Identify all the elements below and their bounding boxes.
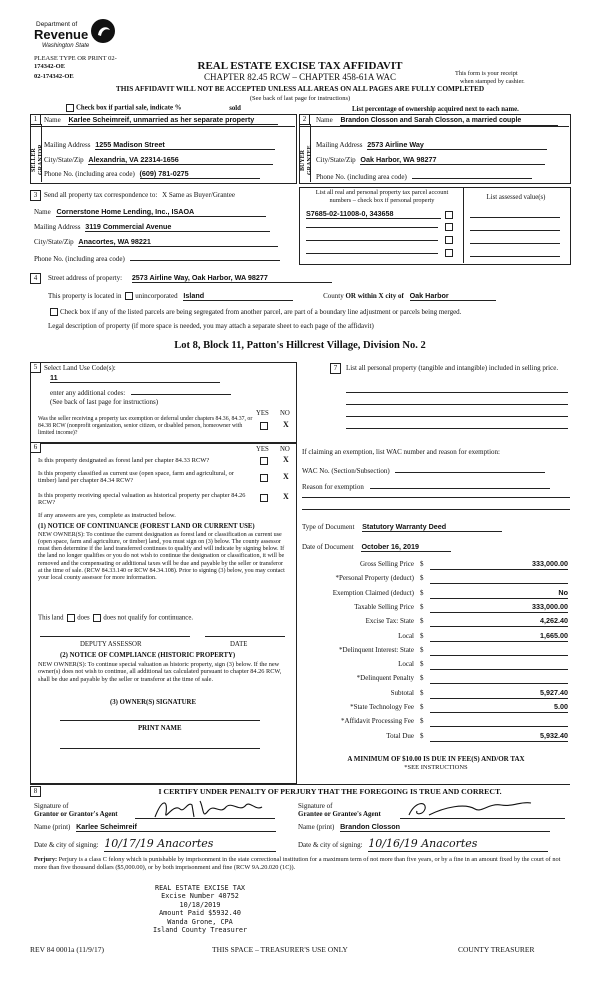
parcel-header-2: numbers – check box if personal property [329,197,435,204]
calc-label: *Delinquent Penalty [356,674,414,683]
parcel-row-4[interactable] [306,253,438,254]
does-label: does [77,614,90,622]
reason-line-3[interactable] [302,509,570,510]
calc-label: Excise Tax: State [365,617,414,626]
ownership-pct: List percentage of ownership acquired next to each name. [352,106,519,113]
buyer-phone[interactable] [412,170,532,179]
s3-city[interactable]: Anacortes, WA 98221 [78,238,278,247]
calc-row [300,574,572,586]
seller-city[interactable]: Alexandria, VA 22314-1656 [88,156,273,165]
s5-see-back: (See back of last page for instructions) [50,398,159,406]
calc-row [300,717,572,729]
grantor-signature [150,795,270,823]
calc-row [300,689,572,701]
stamp-line: Island County Treasurer [152,926,248,935]
buyer-mailing-row [316,141,547,150]
assessed-value-1[interactable] [470,217,560,218]
certify-statement: I CERTIFY UNDER PENALTY OF PERJURY THAT THE FOREGOING IS TRUE AND CORRECT. [158,787,502,796]
revenue-logo-icon [90,18,116,44]
owner-signature-line[interactable] [60,720,260,721]
notice2-title: (2) NOTICE OF COMPLIANCE (HISTORIC PROPERTY) [60,652,236,659]
buyer-mailing[interactable]: 2573 Airline Way [367,141,547,150]
section-5-number: 5 [30,362,41,373]
doc-date-label: Date of Document [302,543,354,551]
exemption-question: Was the seller receiving a property tax exemption or deferral under chapters 84.36, 84.37, or 84.38 RCW (nonprofit organization, senior citizen, or disabled person, homeowner with limited income)? [38,416,253,436]
calc-row [300,732,572,744]
buyer-city-row [316,156,545,165]
s3-mailing[interactable]: 3119 Commercial Avenue [85,223,270,232]
s3-phone-row [34,252,280,263]
grantor-sig-label-2: Grantor or Grantor's Agent [34,810,118,818]
city-value[interactable]: Oak Harbor [410,292,496,301]
calc-row [300,660,572,672]
doc-type[interactable]: Statutory Warranty Deed [362,523,502,532]
calc-value[interactable] [430,660,568,670]
grantee-signature [405,797,535,821]
calc-value[interactable] [430,674,568,684]
deputy-assessor-label: DEPUTY ASSESSOR [80,641,142,648]
parcel-3-checkbox[interactable] [445,236,453,244]
s3-name-row [34,208,266,217]
seller-vertical-label: SELLER GRANTOR [31,144,44,176]
see-back: (See back of last page for instructions) [249,95,351,102]
does-not-label: does not qualify for continuance. [103,614,194,622]
calc-value[interactable] [430,574,568,584]
perjury-row [34,856,574,872]
calc-row [300,632,572,644]
print-name-label: PRINT NAME [138,725,182,732]
calc-currency: $ [420,660,424,669]
segregated-row [48,308,578,316]
land-use-code[interactable]: 11 [50,374,220,383]
personal-line-3[interactable] [346,416,568,417]
treasurer-stamp [140,884,260,935]
continuance-row [38,614,193,622]
exemption-no-mark[interactable]: X [283,420,289,429]
calc-value[interactable]: 1,665.00 [430,632,568,642]
calc-currency: $ [420,731,424,740]
grantor-date-row [34,838,276,852]
calc-currency: $ [420,560,424,568]
calc-value[interactable] [430,717,568,727]
s3-name[interactable]: Cornerstone Home Lending, Inc., ISAOA [56,208,266,217]
buyer-vertical-label: BUYER GRANTEE [300,145,313,175]
parcel-header-1: List all real and personal property tax parcel account [315,189,449,196]
street-row [48,274,332,283]
stamp-line: REAL ESTATE EXCISE TAX [154,884,246,892]
receipt-note-2: when stamped by cashier. [460,78,525,85]
section-3-number: 3 [30,190,41,201]
calc-label: Subtotal [390,688,414,697]
see-instructions: *SEE INSTRUCTIONS [404,764,468,771]
notice2-body: NEW OWNER(S): To continue special valuation as historic property, sign (3) below. If the new owner(s) does not wish to continue, all additional tax calculated pursuant to chapter 84.26 RCW, shall be due and payable by the seller or transferor at the time of sale. [38,661,282,683]
this-land-label: This land [38,614,64,622]
seller-mailing-label: Mailing Address [44,141,91,149]
calc-label: *Affidavit Processing Fee [341,717,414,726]
calc-label: *Personal Property (deduct) [335,574,414,583]
reason-line-2[interactable] [302,497,570,498]
reason-row [302,480,550,491]
calc-value[interactable] [430,646,568,656]
receipt-note-1: This form is your receipt [455,70,518,77]
partial-sale-label: Check box if partial sale, indicate % [76,104,182,112]
q1-forest: Is this property designated as forest land per chapter 84.33 RCW? [38,457,210,464]
section-1-number: 1 [30,114,41,125]
grantee-date-row [298,838,548,852]
calc-label: Taxable Selling Price [354,602,414,611]
calc-currency: $ [420,703,424,711]
dept-line2: Revenue [34,27,89,42]
sold-label: sold [229,104,241,112]
if-yes-note: If any answers are yes, complete as instructed below. [38,512,176,519]
calc-row [300,617,572,629]
assessed-header: List assessed value(s) [486,194,546,201]
doc-type-row [302,523,502,532]
does-checkbox[interactable] [67,614,75,622]
parcel-2-checkbox[interactable] [445,223,453,231]
s6-yes: YES [256,446,269,453]
calc-currency: $ [420,602,424,611]
form-code-1: 174342-OE [34,63,66,70]
s5-yes: YES [256,410,269,417]
buyer-phone-label: Phone No. (including area code) [316,173,407,181]
section-6-number: 6 [30,442,41,453]
q2-current-use: Is this property classified as current use (open space, farm and agricultural, or timber) land per chapter 84.34 RCW? [38,470,234,485]
exemption-yes-checkbox[interactable] [260,422,268,430]
section-2-number: 2 [299,114,310,125]
grantee-date-city[interactable]: 10/16/19 Anacortes [368,838,548,852]
unincorporated-checkbox[interactable] [125,292,133,300]
grantee-name[interactable]: Brandon Closson [340,823,550,832]
s3-mailing-row [34,223,270,232]
s3-phone-label: Phone No. (including area code) [34,255,125,263]
doc-date-row [302,543,451,552]
revenue-logo [32,18,142,52]
s3-name-label: Name [34,208,51,216]
street-address[interactable]: 2573 Airline Way, Oak Harbor, WA 98277 [132,274,332,283]
calc-label: Local [398,660,414,669]
q1-yes-checkbox[interactable] [260,457,268,465]
grantor-date-label: Date & city of signing: [34,841,99,849]
calc-row [300,703,572,715]
buyer-phone-row [316,170,532,181]
grantee-name-label: Name (print) [298,823,335,831]
deputy-date-line[interactable] [205,636,285,637]
does-not-checkbox[interactable] [93,614,101,622]
additional-codes-input[interactable] [131,386,231,395]
calc-row [300,674,572,686]
calc-label: Gross Selling Price [359,560,414,568]
wac-input[interactable] [395,464,545,473]
land-use-label: Select Land Use Code(s): [44,364,116,372]
send-value[interactable]: X Same as Buyer/Grantee [162,191,235,199]
additional-codes-label: enter any additional codes: [50,389,126,397]
grantor-sig-label-1: Signature of [34,802,69,810]
segregated-label: Check box if any of the listed parcels are being segregated from another parcel, are part of a boundary line adjustment or parcels being merged. [60,308,462,316]
q3-no-mark[interactable]: X [283,492,289,501]
calc-currency: $ [420,674,424,683]
buyer-mailing-label: Mailing Address [316,141,363,149]
segregated-checkbox[interactable] [50,308,58,316]
notice1-title: (1) NOTICE OF CONTINUANCE (FOREST LAND OR CURRENT USE) [38,523,255,530]
send-correspondence-row [44,191,235,199]
buyer-name[interactable]: Brandon Closson and Sarah Closson, a married couple [340,117,558,126]
parcel-row-1 [306,210,446,219]
land-use-row [50,374,220,383]
warning: THIS AFFIDAVIT WILL NOT BE ACCEPTED UNLESS ALL AREAS ON ALL PAGES ARE FULLY COMPLETED [115,84,485,93]
seller-name-label: Name [44,116,61,124]
stamp-line: Amount Paid $5932.40 [159,909,241,918]
dept-line1: Department of [36,21,78,28]
s5-no: NO [280,410,290,417]
partial-sale-checkbox[interactable] [66,104,74,112]
grantee-name-row [298,823,550,832]
calc-currency: $ [420,617,424,626]
personal-line-2[interactable] [346,404,568,405]
date-label: DATE [230,641,248,648]
s3-phone[interactable] [130,252,280,261]
q2-no-mark[interactable]: X [283,472,289,481]
s3-city-label: City/State/Zip [34,238,74,246]
q1-no-mark[interactable]: X [283,455,289,464]
calc-currency: $ [420,588,424,597]
send-label: Send all property tax correspondence to: [44,191,158,199]
legal-label: Legal description of property (if more space is needed, you may attach a separate sheet to each page of the affidavit) [48,322,374,330]
location-row [48,292,578,301]
calc-currency: $ [420,717,424,726]
form-chapter: CHAPTER 82.45 RCW – CHAPTER 458-61A WAC [204,72,396,82]
grantee-sig-label-2: Grantee or Grantee's Agent [298,810,381,818]
additional-codes-row [50,386,231,397]
personal-line-1[interactable] [346,392,568,393]
print-name-line[interactable] [60,748,260,749]
form-code-2: 02-174342-OE [34,73,74,80]
legal-description[interactable]: Lot 8, Block 11, Patton's Hillcrest Village, Division No. 2 [174,340,426,351]
located-label: This property is located in [48,292,122,300]
calc-row [300,646,572,658]
minimum-fee-note: A MINIMUM OF $10.00 IS DUE IN FEE(S) AND/OR TAX [347,755,525,763]
grantor-name-label: Name (print) [34,823,71,831]
calc-value[interactable]: 5,932.40 [430,732,568,742]
seller-mailing[interactable]: 1255 Madison Street [95,141,275,150]
calc-row [300,560,572,572]
calc-value[interactable]: 333,000.00 [430,560,568,570]
q3-historic: Is this property receiving special valuation as historical property per chapter 84.26 RCW? [38,492,246,507]
buyer-city-label: City/State/Zip [316,156,356,164]
assessed-value-4[interactable] [470,256,560,257]
reason-label: Reason for exemption [302,483,364,491]
county-value[interactable]: Island [183,292,293,301]
s3-city-row [34,238,278,247]
calc-row [300,603,572,615]
parcel-1-checkbox[interactable] [445,211,453,219]
please-type: PLEASE TYPE OR PRINT 02- [34,55,117,62]
assessed-value-2[interactable] [470,230,560,231]
section-4-number: 4 [30,273,41,284]
buyer-name-row [316,116,568,126]
s3-mailing-label: Mailing Address [34,223,81,231]
calc-value[interactable]: 5,927.40 [430,689,568,699]
owner-signature-label: (3) OWNER(S) SIGNATURE [110,699,196,706]
calc-label: *State Technology Fee [350,703,414,711]
buyer-name-label: Name [316,116,333,124]
parcel-4-checkbox[interactable] [445,249,453,257]
calc-label: Exemption Claimed (deduct) [332,588,414,597]
perjury-label: Perjury: [34,856,58,863]
calc-value[interactable]: 333,000.00 [430,603,568,613]
calc-label: Total Due [386,731,414,740]
grantor-name-row [34,823,276,832]
calc-currency: $ [420,631,424,640]
notice1-body: NEW OWNER(S): To continue the current designation as forest land or classification as current use (open space, farm and agriculture, or timber) land, you must sign on (3) below. The county assessor must then determine if the land transferred continues to qualify and will indicate by signing below. If the land no longer qualifies or you do not wish to continue the designation or classification, it will be removed and the compensating or additional taxes will be due and payable by the seller or transferor at the time of sale. (RCW 84.33.140 or RCW 84.34.108). Prior to signing (3) below, you may contact your local county assessor for more information. [38,532,285,581]
q2-yes-checkbox[interactable] [260,474,268,482]
calc-currency: $ [420,574,424,583]
doc-date[interactable]: October 16, 2019 [361,543,451,552]
doc-type-label: Type of Document [302,523,355,531]
personal-property-label: List all personal property (tangible and intangible) included in selling price. [346,364,559,372]
seller-city-label: City/State/Zip [44,156,84,164]
county-label: County [323,292,344,300]
seller-phone[interactable]: (609) 781-0275 [140,170,260,179]
perjury-text: Perjury is a class C felony which is punishable by imprisonment in the state correctional institution for a maximum term of not more than five years, or by a fine in an amount fixed by the court of not more than five thousand dollars ($5,000.00), or by both imprisonment and fine (RCW 9A.20.020 (1C)). [34,856,561,871]
wac-row [302,464,545,475]
county-treasurer: COUNTY TREASURER [458,945,535,954]
stamp-line: Wanda Grone, CPA [167,917,233,926]
grantor-date-city[interactable]: 10/17/19 Anacortes [104,838,276,852]
assessed-value-3[interactable] [470,243,560,244]
buyer-city[interactable]: Oak Harbor, WA 98277 [360,156,545,165]
personal-line-4[interactable] [346,428,568,429]
parcel-row-2[interactable] [306,227,438,228]
stamp-line: 10/18/2019 [179,900,221,909]
parcel-row-3[interactable] [306,240,438,241]
calc-row [300,589,572,601]
exemption-claim-label: If claiming an exemption, list WAC number and reason for exemption: [302,448,500,456]
s6-no: NO [280,446,290,453]
treasurer-space: THIS SPACE – TREASURER'S USE ONLY [212,945,348,954]
grantee-sig-label-1: Signature of [298,802,333,810]
seller-city-row [44,156,273,165]
calc-value[interactable]: No [430,589,568,599]
seller-phone-row [44,170,260,179]
calc-label: *Delinquent Interest: State [338,645,414,654]
section-8-number: 8 [30,786,41,797]
reason-input[interactable] [370,480,550,489]
stamp-line: Excise Number 40752 [161,892,239,901]
dept-line3: Washington State [42,43,90,49]
calc-value[interactable]: 5.00 [430,703,568,713]
or-within-label: OR within X city of [345,292,404,300]
seller-name[interactable]: Karlee Scheimreif, unmarried as her separate property [68,116,278,125]
calc-label: Local [398,631,414,640]
q3-yes-checkbox[interactable] [260,494,268,502]
form-title: REAL ESTATE EXCISE TAX AFFIDAVIT [197,60,403,72]
seller-mailing-row [44,141,275,150]
deputy-signature-line[interactable] [40,636,190,637]
parcel-number[interactable]: S7685-02-11008-0, 343658 [306,210,441,219]
wac-label: WAC No. (Section/Subsection) [302,467,390,475]
grantee-date-label: Date & city of signing: [298,841,363,849]
calc-currency: $ [420,688,424,697]
street-label: Street address of property: [48,274,123,282]
calc-currency: $ [420,645,424,654]
seller-phone-label: Phone No. (including area code) [44,170,135,178]
section-7-number: 7 [330,363,341,374]
calc-value[interactable]: 4,262.40 [430,617,568,627]
partial-sale-row [64,104,241,112]
form-revision: REV 84 0001a (11/9/17) [30,945,104,954]
grantor-name[interactable]: Karlee Scheimreif [76,823,276,832]
unincorporated-label: unincorporated [135,292,178,300]
seller-name-row [44,116,294,125]
